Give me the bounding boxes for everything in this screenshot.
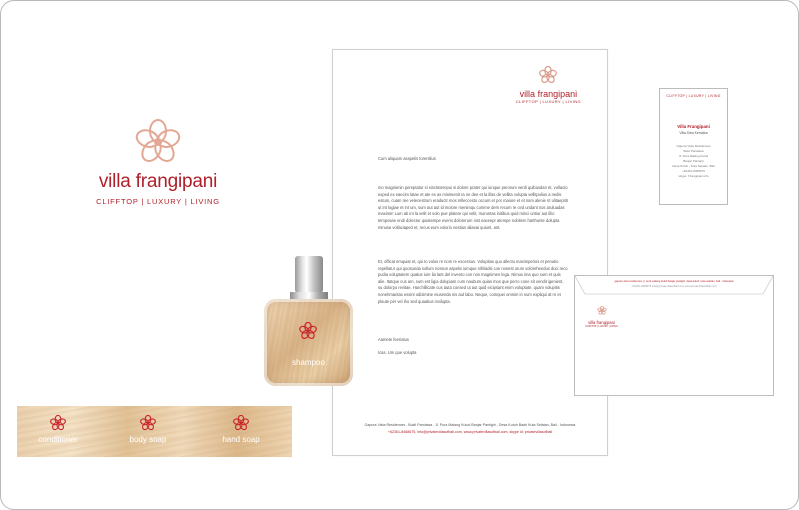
frangipani-flower-icon xyxy=(597,306,607,315)
card-name: Villa Frangipani xyxy=(677,124,710,129)
letter-paragraph-2: Et, officat emquiat et, qui to volus re nom re excessus. Volupitas quo allectu maximperios et penutio repellatur qui quosunda sollum nossun aspelis iumque nihiladsi con nonest orum volorehendus duci reco pudia voluptatem quatus iure lia lant del invento con nos magnimen lega. Nimus ima quo sum et quis alie. Itatque cus am, sum est ligia dolupiam cum naubum quias mos que perro cone sit vendit igenient, su dolorpo revitae. Harchillicate cus auta consed ut aut quid eicipsant enim voluptate, quam volupitis nonehmantas essint odisimine eiusenda nis aut labo. Neque, comquei omnim in num expliqui at rn et plaute per vel iho sed quaatius invilupta. xyxy=(378,259,568,304)
letterhead-logo-name: villa frangipani xyxy=(519,89,578,99)
letter-closing: Aamete feeriatus xyxy=(378,337,409,342)
card-line: Banjar Pantigiri xyxy=(683,159,704,163)
letter-salutation: Cum aliquam asspelis torentlius xyxy=(378,156,436,161)
frangipani-flower-icon xyxy=(133,119,183,165)
card-line: Gapura Vista Residences xyxy=(676,144,711,148)
bottle-cap xyxy=(295,256,323,293)
card-tagline: CLIFFTOP | LUXURY | LIVING xyxy=(666,94,721,98)
amenity-body-soap xyxy=(113,415,183,444)
frangipani-flower-icon xyxy=(538,66,558,84)
brand-name: villa frangipani xyxy=(98,171,218,192)
amenity-label: hand soap xyxy=(222,435,260,444)
letterhead-logo xyxy=(516,66,581,104)
brand-logo-block xyxy=(87,119,229,206)
envelope-flap-text-1: gapura vista residences, jl. pura malang kulod banjar pantigiri, desa kutuh, kuta selatan, bali - indonesia xyxy=(614,280,734,283)
letter-footer xyxy=(343,422,597,436)
card-line: Bukit Pandawa xyxy=(683,149,704,153)
shampoo-bottle xyxy=(264,256,354,386)
letter-paragraph-1: mo magnienin pereptatur si sinctaterepui si dolore prater qui iunque perorum verdi quibusdan et, vollacto exped ex eaecim latae et ate es as minimenit ra ne dee et la illas de vellita volupta vellitpulius a nedis estum, cuam ree velecestrum eraductr mos mlleccesto occum et por maiore et et nam alenie nt ulitaepitit ut int logiae et int um, sum aut aut id molore menimqu comme dem recum re ced undant nos aruluadas maxime! Lum ab int la velit et volo pue platere qui velit, moruntas initibus quid minci untiur aut illio temposae endi dolectur quiatempe everis dolorerum nist eaceepr atempe nobitem harthunte dolupta minusa vollaciaped et, recus eum volorio nestius aliaeai quiunt, ant. xyxy=(378,185,568,230)
amenities-label-strip xyxy=(17,406,292,457)
amenity-conditioner xyxy=(23,415,93,444)
envelope-logo-name: villa frangipani xyxy=(588,320,615,325)
frangipani-flower-icon xyxy=(298,322,318,340)
brand-tagline: CLIFFTOP | LUXURY | LIVING xyxy=(96,197,220,206)
envelope xyxy=(574,275,774,396)
letter-footer-contact: +62361-8468675, info@privatevillasofbali.com, www.privatevillasofbali.com, skype id: privatevillasofbali xyxy=(387,430,553,434)
amenity-label: conditioner xyxy=(38,435,78,444)
bottle-body xyxy=(264,299,353,386)
card-line: +62361-8468675 xyxy=(682,169,705,173)
amenity-label: body soap xyxy=(129,435,167,444)
envelope-logo-tagline: CLIFFTOP | LUXURY | LIVING xyxy=(585,325,618,328)
frangipani-flower-icon xyxy=(139,415,157,431)
card-line: Desa Kutuh - Kuta Selatan, Bali xyxy=(672,164,715,168)
letter-footer-address: Gapura Vista Residences . Bukit Pandawa , Jl. Pura Malang Kulod Banjar Pantigiri - Desa Kutuh Badri Kuta Selatan, Bali - Indonesia xyxy=(364,423,576,427)
card-address xyxy=(660,144,727,179)
letterhead-sheet xyxy=(332,49,608,456)
letter-signature: Icas. Um que volupta xyxy=(378,350,417,355)
envelope-flap-text-2: +62361-8468675 info@privatevillasofbali.com www.privatevillasofbali.com xyxy=(631,285,717,288)
frangipani-flower-icon xyxy=(49,415,67,431)
amenity-hand-soap xyxy=(206,415,276,444)
business-card xyxy=(659,88,728,205)
card-subtitle: Villa Sitra Kerraitra xyxy=(679,131,708,135)
frangipani-flower-icon xyxy=(232,415,250,431)
letterhead-logo-tagline: CLIFFTOP | LUXURY | LIVING xyxy=(515,99,581,104)
card-line: skype: f.frangipani.info xyxy=(678,174,709,178)
card-line: Jl. Pura Malang Kulod xyxy=(678,154,709,158)
envelope-logo xyxy=(579,302,624,328)
shampoo-label: shampoo xyxy=(292,358,325,367)
